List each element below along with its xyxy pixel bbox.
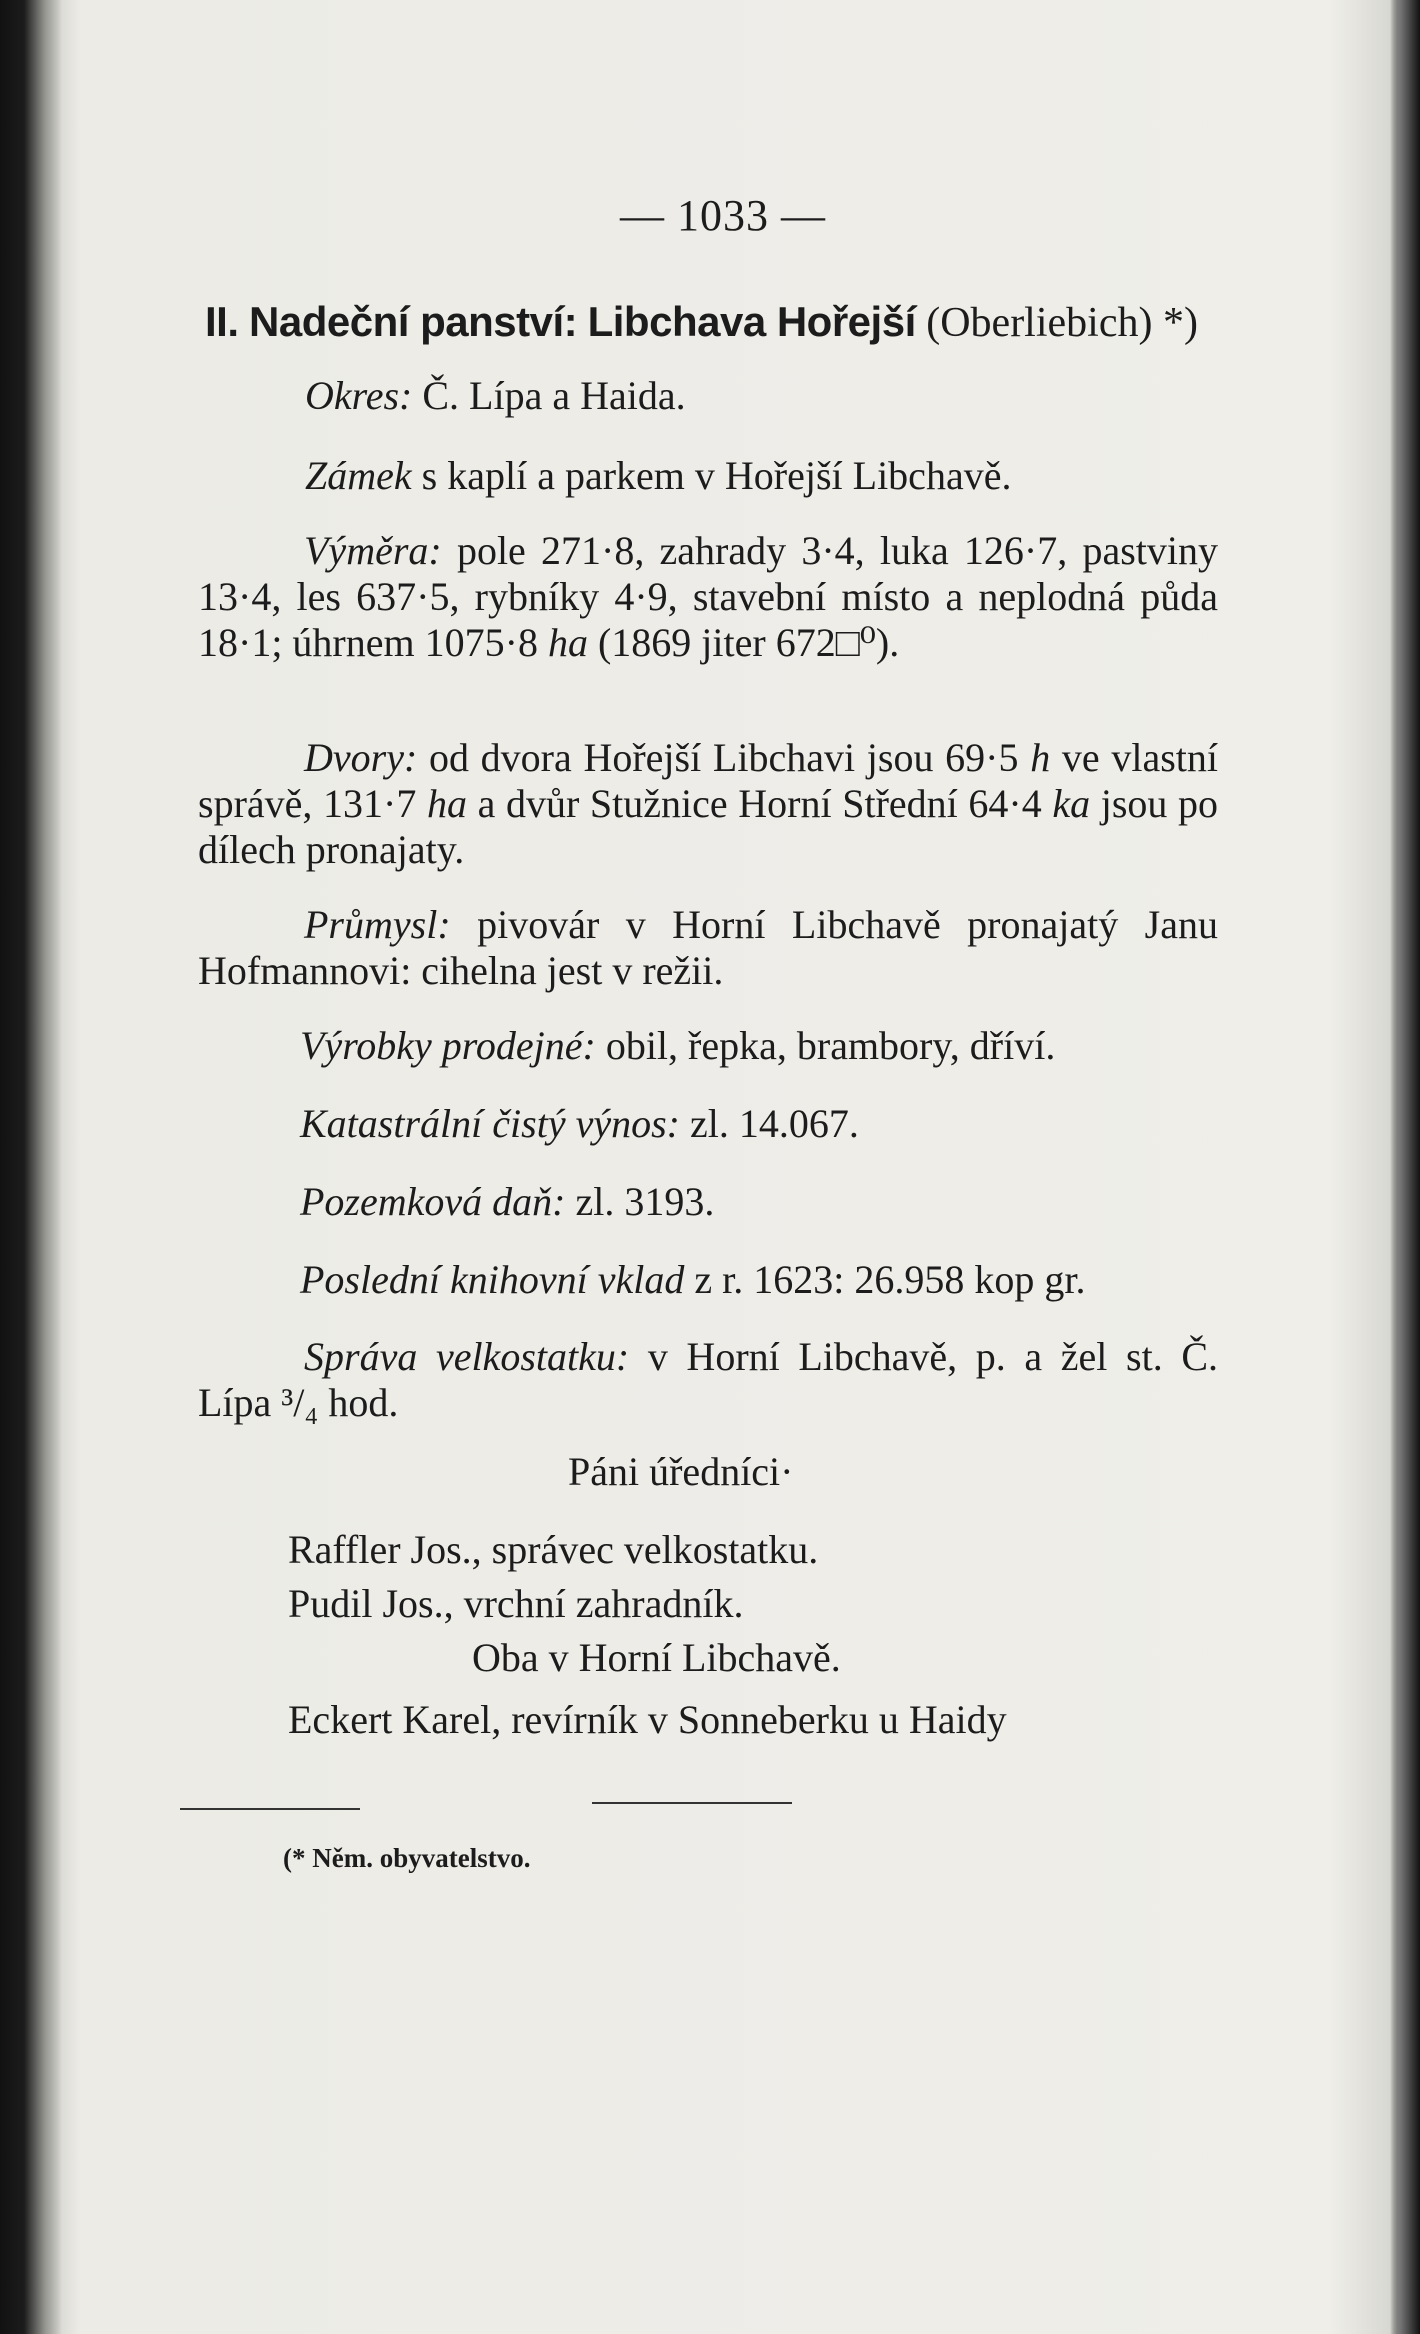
sprava-paragraph bbox=[198, 1334, 1218, 1426]
prumysl-text: pivovár v Horní Libchavě pronajatý Janu Hofmannovi: cihelna jest v režii. bbox=[198, 902, 1218, 993]
officials-heading: Páni úředníci· bbox=[568, 1449, 794, 1494]
vymera-text: pole 271·8, zahrady 3·4, luka 126·7, pastviny 13·4, les 637·5, rybníky 4·9, stavební místo a neplodná půda 18·1; úhrnem 1075·8 bbox=[198, 528, 1219, 665]
okres-label: Okres: bbox=[305, 373, 413, 418]
pozemkova-label: Pozemková daň: bbox=[300, 1179, 566, 1224]
sprava-label: Správa velkostatku: bbox=[304, 1334, 630, 1379]
katastralni-text: zl. 14.067. bbox=[689, 1101, 859, 1146]
sprava-text: v Horní Libchavě, p. a žel st. Č. Lípa ³/₄ hod. bbox=[198, 1334, 1219, 1425]
pozemkova-text: zl. 3193. bbox=[575, 1179, 715, 1224]
section-heading bbox=[205, 298, 1198, 347]
heading-title: Nadeční panství: bbox=[249, 298, 578, 345]
dvory-label: Dvory: bbox=[304, 735, 418, 780]
prumysl-paragraph bbox=[198, 902, 1218, 994]
official-2: Pudil Jos., vrchní zahradník. bbox=[288, 1581, 744, 1626]
posledni-label: Poslední knihovní vklad bbox=[300, 1257, 685, 1302]
dvory-text-1: od dvora Hořejší Libchavi jsou 69·5 bbox=[428, 735, 1019, 780]
heading-roman: II. bbox=[205, 298, 239, 345]
footnote-rule-left bbox=[180, 1808, 360, 1810]
zamek-value: s kaplí a parkem v Hořejší Libchavě. bbox=[421, 453, 1012, 498]
vymera-label: Výměra: bbox=[304, 528, 442, 573]
vymera-unit: ha bbox=[547, 620, 588, 665]
okres-value: Č. Lípa a Haida. bbox=[422, 373, 686, 418]
okres-line bbox=[305, 372, 686, 419]
dvory-unit-2: ha bbox=[426, 781, 467, 826]
vymera-paragraph bbox=[198, 528, 1218, 666]
posledni-text: z r. 1623: 26.958 kop gr. bbox=[694, 1257, 1086, 1302]
footnote-rule-right bbox=[592, 1802, 792, 1804]
official-4: Eckert Karel, revírník v Sonneberku u Haidy bbox=[288, 1697, 1007, 1742]
dvory-text-4: jsou po dílech pronajaty. bbox=[198, 781, 1219, 872]
katastralni-line bbox=[300, 1100, 859, 1147]
dvory-unit-1: h bbox=[1030, 735, 1051, 780]
dvory-text-3: a dvůr Stužnice Horní Střední 64·4 bbox=[477, 781, 1042, 826]
katastralni-label: Katastrální čistý výnos: bbox=[300, 1101, 680, 1146]
vyrobky-line bbox=[300, 1022, 1055, 1069]
zamek-label: Zámek bbox=[305, 453, 412, 498]
page-number: — 1033 — bbox=[620, 191, 826, 240]
heading-german: (Oberliebich) *) bbox=[926, 300, 1198, 346]
page-edge-shadow-right bbox=[1390, 0, 1420, 2334]
dvory-text-2: ve vlastní správě, 131·7 bbox=[198, 735, 1219, 826]
vymera-tail: (1869 jiter 672□⁰). bbox=[597, 620, 900, 665]
dvory-paragraph bbox=[198, 735, 1218, 873]
dvory-unit-3: ka bbox=[1052, 781, 1091, 826]
prumysl-label: Průmysl: bbox=[304, 902, 451, 947]
heading-estate: Libchava Hořejší bbox=[587, 298, 916, 345]
vyrobky-label: Výrobky prodejné: bbox=[300, 1023, 596, 1068]
vyrobky-text: obil, řepka, brambory, dříví. bbox=[605, 1023, 1056, 1068]
posledni-line bbox=[300, 1256, 1085, 1303]
footnote: (* Něm. obyvatelstvo. bbox=[283, 1843, 531, 1873]
official-1: Raffler Jos., správec velkostatku. bbox=[288, 1527, 819, 1572]
official-3: Oba v Horní Libchavě. bbox=[472, 1635, 841, 1680]
page-binding-shadow-left bbox=[0, 0, 62, 2334]
pozemkova-line bbox=[300, 1178, 714, 1225]
zamek-line bbox=[305, 452, 1011, 499]
